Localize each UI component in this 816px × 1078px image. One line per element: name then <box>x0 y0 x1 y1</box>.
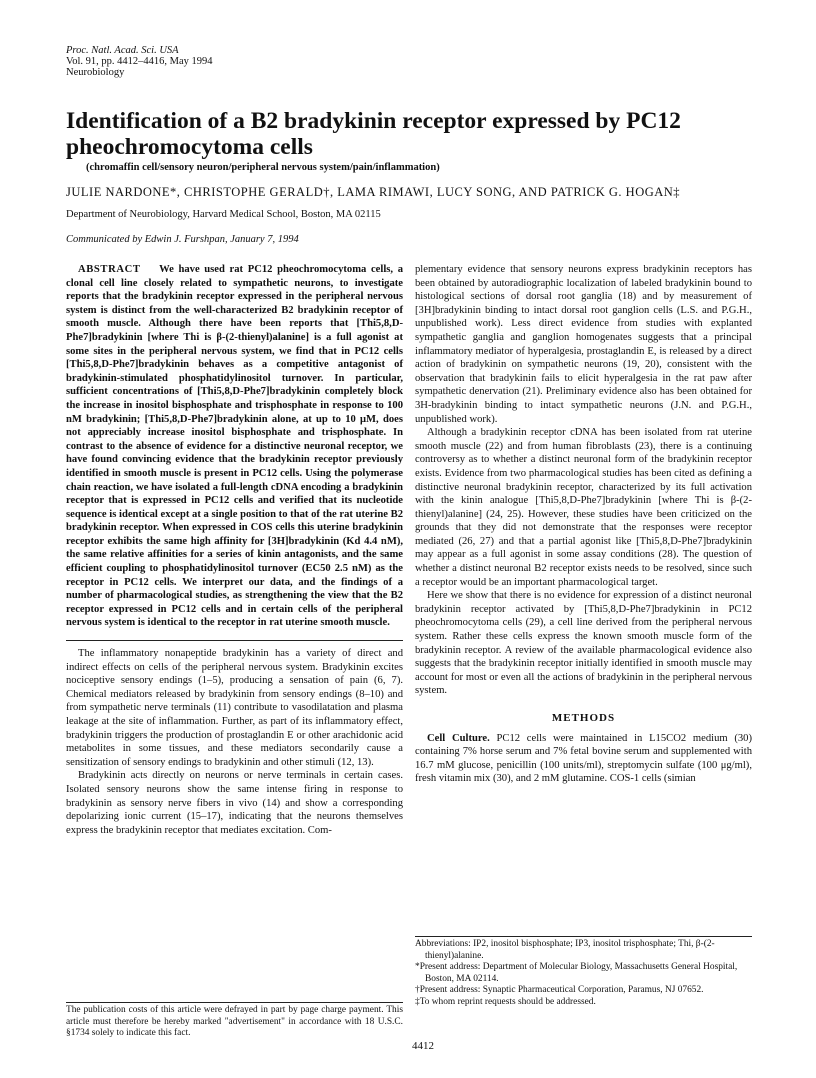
communicated-by: Communicated by Edwin J. Furshpan, January 7, 1994 <box>66 234 299 245</box>
keywords: (chromaffin cell/sensory neuron/peripheral nervous system/pain/inflammation) <box>86 162 440 173</box>
right-column <box>415 263 752 786</box>
journal-volume: Vol. 91, pp. 4412–4416, May 1994 <box>66 56 213 67</box>
abstract-divider <box>66 640 403 641</box>
journal-section: Neurobiology <box>66 67 125 78</box>
body-paragraph: Although a bradykinin receptor cDNA has been isolated from rat uterine smooth muscle (22) and from human fibroblasts (23), there is a continuing controversy as to whether a distinct neuronal form of the bradykinin receptor exists. Evidence from two pharmacological studies has been cited as defining a distinctive neuronal bradykinin receptor, characterized by its full activation with the kinin analogue [Thi5,8,D-Phe7]bradykinin [where Thi is β-(2-thienyl)alanine] (24, 25). However, these studies have been criticized on the grounds that they did not demonstrate that the responses were receptor mediated (26, 27) and that a partial agonist like [Thi5,8,D-Phe7]bradykinin may appear as a full agonist in some assay conditions (28). The question of whether a distinct neuronal B2 receptor exists needs to be resolved, since such a receptor would be an important pharmacological target. <box>415 427 752 588</box>
methods-heading: METHODS <box>551 712 616 724</box>
abstract-label: ABSTRACT <box>78 264 141 275</box>
footnote-double-dagger: ‡To whom reprint requests should be addressed. <box>415 996 596 1007</box>
methods-text: PC12 cells were maintained in L15CO2 medium (30) containing 7% horse serum and 7% fetal bovine serum and supplemented with 16.7 mM glucose, penicillin (100 units/ml), streptomycin sulfate (100 μg/ml), fresh vitamin mix (30), and 2 mM glutamine. COS-1 cells (simian <box>415 732 752 785</box>
publication-costs-rule <box>66 1002 403 1003</box>
journal-header <box>66 45 213 78</box>
affiliation: Department of Neurobiology, Harvard Medical School, Boston, MA 02115 <box>66 209 381 220</box>
abstract <box>66 263 403 630</box>
abbreviations-footnote: Abbreviations: IP2, inositol bisphosphate; IP3, inositol trisphosphate; Thi, β-(2-thienyl)alanine. <box>415 939 715 961</box>
footnote-star: *Present address: Department of Molecular Biology, Massachusetts General Hospital, Boston, MA 02114. <box>415 962 738 984</box>
page-number-wrap <box>0 1040 816 1052</box>
footnotes-rule <box>415 936 752 937</box>
journal-name: Proc. Natl. Acad. Sci. USA <box>66 45 179 56</box>
body-paragraph: The inflammatory nonapeptide bradykinin has a variety of direct and indirect effects on cells of the peripheral nervous system. Bradykinin excites nociceptive sensory endings (1–5), producing a sensation of pain (6, 7). Chemical mediators released by bradykinin from sensory endings (8–10) and from sympathetic nerve terminals (11) contribute to vasodilatation and plasma leakage at the site of inflammation. Further, as part of its inflammatory effect, bradykinin triggers the production of prostaglandin E or other arachidonic acid metabolites in some tissues, and these mediators secondarily cause a sensitization of sensory endings to bradykinin and other stimuli (12, 13). <box>66 648 403 768</box>
footnote-dagger: †Present address: Synaptic Pharmaceutical Corporation, Paramus, NJ 07652. <box>415 985 704 996</box>
body-paragraph: Here we show that there is no evidence for expression of a distinct neuronal bradykinin receptor activated by [Thi5,8,D-Phe7]bradykinin in PC12 pheochromocytoma cells (29), a cell line derived from the peripheral nervous system. Rather these cells express the known smooth muscle form of the bradykinin receptor. A review of the available pharmacological evidence also suggests that the bradykinin receptor initially identified in smooth muscle may account for most or even all the actions of bradykinin in the peripheral nervous system. <box>415 590 752 697</box>
cell-culture-run-head: Cell Culture. <box>427 732 490 744</box>
abstract-text: We have used rat PC12 pheochromocytoma cells, a clonal cell line closely related to sympathetic neurons, to investigate reports that the bradykinin receptor expressed in the peripheral nervous system is distinct from the well-characterized B2 bradykinin receptor of smooth muscle. Although there have been reports that [Thi5,8,D-Phe7]bradykinin [where Thi is β-(2-thienyl)alanine] is a full agonist at some sites in the peripheral nervous system, we find that in PC12 cells [Thi5,8,D-Phe7]bradykinin behaves as a competitive antagonist of bradykinin-stimulated phosphatidylinositol turnover. In particular, sufficient concentrations of [Thi5,8,D-Phe7]bradykinin completely block the increase in inositol bisphosphate and trisphosphate in response to 100 nM bradykinin; [Thi5,8,D-Phe7]bradykinin alone, at up to 10 μM, does not appreciably increase inositol bisphosphate and trisphosphate. In contrast to the absence of evidence for a distinctive neuronal receptor, we have found convincing evidence that the bradykinin receptor previously identified in smooth muscle is present in PC12 cells. Using the polymerase chain reaction, we have isolated a full-length cDNA encoding a bradykinin receptor that is expressed in PC12 cells and verified that its nucleotide sequence is identical except at a single position to that of the rat uterine B2 bradykinin receptor. When expressed in COS cells this uterine bradykinin receptor exhibits the same high affinity for [3H]bradykinin (Kd 4.4 nM), the same relative affinities for a series of kinin antagonists, and the same efficient coupling to phosphatidylinositol turnover (EC50 2.5 nM) as the receptor in PC12 cells. We interpret our data, and the findings of a number of pharmacological studies, as strengthening the view that the B2 receptor expressed in PC12 cells and in certain cells of the peripheral nervous system is identical to the receptor in rat uterine smooth muscle. <box>66 264 403 629</box>
article-title: Identification of a B2 bradykinin receptor expressed by PC12 pheochromocytoma cells <box>66 108 681 160</box>
body-paragraph: plementary evidence that sensory neurons express bradykinin receptors has been obtained by autoradiographic localization of labeled bradykinin bound to histological sections of dorsal root ganglia (18) and by measurement of [3H]bradykinin binding to intact dorsal root ganglion cells (L.S. and P.G.H., unpublished work). Less direct evidence from studies with explanted sympathetic ganglia and ganglion homogenates suggests that a principal inflammatory mediator of hyperalgesia, prostaglandin E, is released by a direct action of bradykinin on sympathetic neurons (19, 20), consistent with the observation that bradykinin fails to elicit hyperalgesia in the rat paw after sympathetic denervation (21). Preliminary evidence also has been obtained for 3H-bradykinin binding to intact sympathetic neurons (J.N. and P.G.H., unpublished work). <box>415 264 752 425</box>
publication-costs-note: The publication costs of this article were defrayed in part by page charge payment. This article must therefore be hereby marked "advertisement" in accordance with 18 U.S.C. §1734 solely to indicate this fact. <box>66 1005 403 1039</box>
body-paragraph: Bradykinin acts directly on neurons or nerve terminals in certain cases. Isolated sensory neurons show the same intense firing in response to bradykinin as sensory nerve fibers in vivo (14) and show a corresponding depolarizing ionic current (15–17), indicating that the neurons themselves express the bradykinin receptor that mediates excitation. Com- <box>66 770 403 836</box>
methods-paragraph <box>415 732 752 786</box>
footnotes <box>415 939 752 1009</box>
left-column <box>66 263 403 837</box>
authors: JULIE NARDONE*, CHRISTOPHE GERALD†, LAMA RIMAWI, LUCY SONG, AND PATRICK G. HOGAN‡ <box>66 185 681 199</box>
page-number: 4412 <box>412 1040 434 1052</box>
